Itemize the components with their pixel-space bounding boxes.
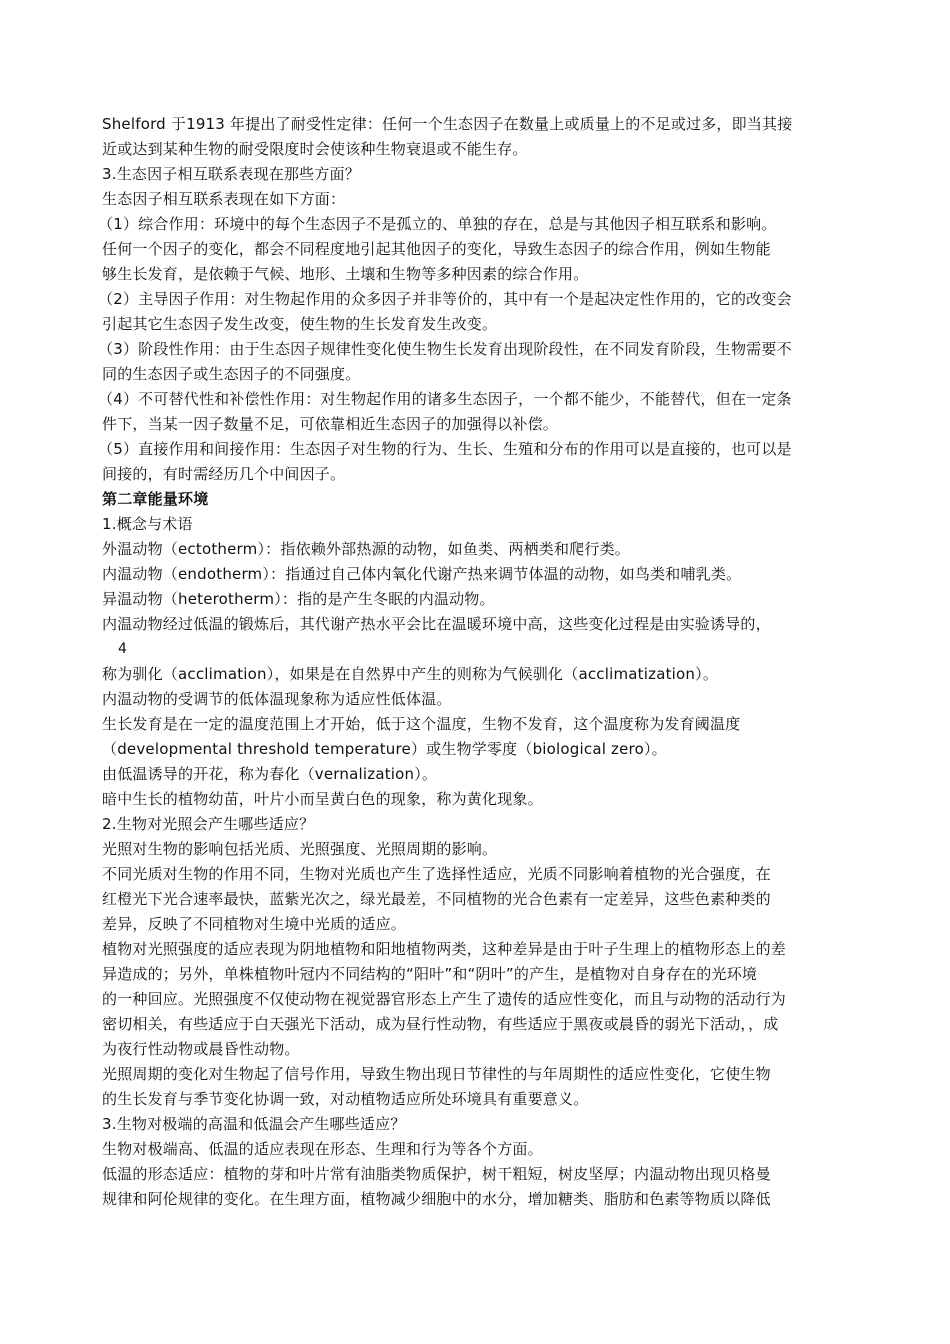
text-line: 暗中生长的植物幼苗，叶片小而呈黄白色的现象，称为黄化现象。	[102, 790, 543, 808]
text-line: （developmental threshold temperature）或生物学零度（biological zero）。	[102, 740, 667, 758]
text-line: （3）阶段性作用：由于生态因子规律性变化使生物生长发育出现阶段性，在不同发育阶段，生物需要不	[98, 340, 792, 358]
text-line: 同的生态因子或生态因子的不同强度。	[102, 365, 361, 383]
question-heading: 3.生物对极端的高温和低温会产生哪些适应？	[102, 1115, 406, 1133]
text-line: 为夜行性动物或晨昏性动物。	[102, 1040, 300, 1058]
section-bottom	[102, 662, 872, 1212]
section-top	[98, 112, 872, 487]
page-number: 4	[118, 641, 127, 657]
text-line: 任何一个因子的变化，都会不同程度地引起其他因子的变化，导致生态因子的综合作用，例如生物能	[102, 240, 771, 258]
subsection-heading: 1.概念与术语	[102, 515, 193, 533]
text-line: 的一种回应。光照强度不仅使动物在视觉器官形态上产生了遗传的适应性变化，而且与动物的活动行为	[102, 990, 787, 1008]
text-line: （2）主导因子作用：对生物起作用的众多因子并非等价的，其中有一个是起决定性作用的，它的改变会	[98, 290, 792, 308]
text-line: 植物对光照强度的适应表现为阴地植物和阳地植物两类，这种差异是由于叶子生理上的植物形态上的差	[102, 940, 787, 958]
text-line: 件下，当某一因子数量不足，可依靠相近生态因子的加强得以补偿。	[102, 415, 559, 433]
text-line: 密切相关，有些适应于白天强光下活动，成为昼行性动物，有些适应于黑夜或晨昏的弱光下活动，，成	[102, 1015, 779, 1033]
chapter-heading: 第二章能量环境	[102, 490, 209, 508]
text-line: 间接的，有时需经历几个中间因子。	[102, 465, 346, 483]
text-line: 够生长发育，是依赖于气候、地形、土壤和生物等多种因素的综合作用。	[102, 265, 589, 283]
text-line: 生态因子相互联系表现在如下方面：	[102, 190, 346, 208]
text-line: 的生长发育与季节变化协调一致，对动植物适应所处环境具有重要意义。	[102, 1090, 589, 1108]
document-page	[98, 112, 872, 1212]
question-heading: 2.生物对光照会产生哪些适应？	[102, 815, 315, 833]
text-line: 外温动物（ectotherm）：指依赖外部热源的动物，如鱼类、两栖类和爬行类。	[102, 540, 630, 558]
text-line: Shelford 于1913 年提出了耐受性定律：任何一个生态因子在数量上或质量上的不足或过多，即当其接	[102, 115, 793, 133]
text-line: 生物对极端高、低温的适应表现在形态、生理和行为等各个方面。	[102, 1140, 543, 1158]
text-line: 光照周期的变化对生物起了信号作用，导致生物出现日节律性的与年周期性的适应性变化，它使生物	[102, 1065, 771, 1083]
text-line: 引起其它生态因子发生改变，使生物的生长发育发生改变。	[102, 315, 498, 333]
text-line: 近或达到某种生物的耐受限度时会使该种生物衰退或不能生存。	[102, 140, 528, 158]
text-line: 差异，反映了不同植物对生境中光质的适应。	[102, 915, 407, 933]
text-line: 不同光质对生物的作用不同，生物对光质也产生了选择性适应，光质不同影响着植物的光合强度，在	[102, 865, 771, 883]
text-line: 内温动物经过低温的锻炼后，其代谢产热水平会比在温暖环境中高，这些变化过程是由实验诱导的，	[102, 615, 771, 633]
text-line: 光照对生物的影响包括光质、光照强度、光照周期的影响。	[102, 840, 498, 858]
question-heading: 3.生态因子相互联系表现在那些方面？	[102, 165, 360, 183]
text-line: 由低温诱导的开花，称为春化（vernalization）。	[102, 765, 438, 783]
text-line: 内温动物（endotherm）：指通过自己体内氧化代谢产热来调节体温的动物，如鸟类和哺乳类。	[102, 565, 742, 583]
text-line: （5）直接作用和间接作用：生态因子对生物的行为、生长、生殖和分布的作用可以是直接的，也可以是	[98, 440, 792, 458]
text-line: 生长发育是在一定的温度范围上才开始，低于这个温度，生物不发育，这个温度称为发育阈温度	[102, 715, 741, 733]
text-line: （4）不可替代性和补偿性作用：对生物起作用的诸多生态因子，一个都不能少，不能替代，但在一定条	[98, 390, 792, 408]
text-line: 称为驯化（acclimation），如果是在自然界中产生的则称为气候驯化（acclimatization）。	[102, 665, 719, 683]
text-line: （1）综合作用：环境中的每个生态因子不是孤立的、单独的存在，总是与其他因子相互联系和影响。	[98, 215, 777, 233]
section-middle	[102, 512, 872, 637]
text-line: 规律和阿伦规律的变化。在生理方面，植物减少细胞中的水分，增加糖类、脂肪和色素等物质以降低	[102, 1190, 771, 1208]
text-line: 异温动物（heterotherm）：指的是产生冬眠的内温动物。	[102, 590, 495, 608]
text-line: 低温的形态适应：植物的芽和叶片常有油脂类物质保护，树干粗短，树皮坚厚；内温动物出现贝格曼	[102, 1165, 771, 1183]
text-line: 异造成的；另外，单株植物叶冠内不同结构的“阳叶”和“阴叶”的产生，是植物对自身存在的光环境	[102, 965, 758, 983]
text-line: 红橙光下光合速率最快，蓝紫光次之，绿光最差，不同植物的光合色素有一定差异，这些色素种类的	[102, 890, 771, 908]
text-line: 内温动物的受调节的低体温现象称为适应性低体温。	[102, 690, 452, 708]
